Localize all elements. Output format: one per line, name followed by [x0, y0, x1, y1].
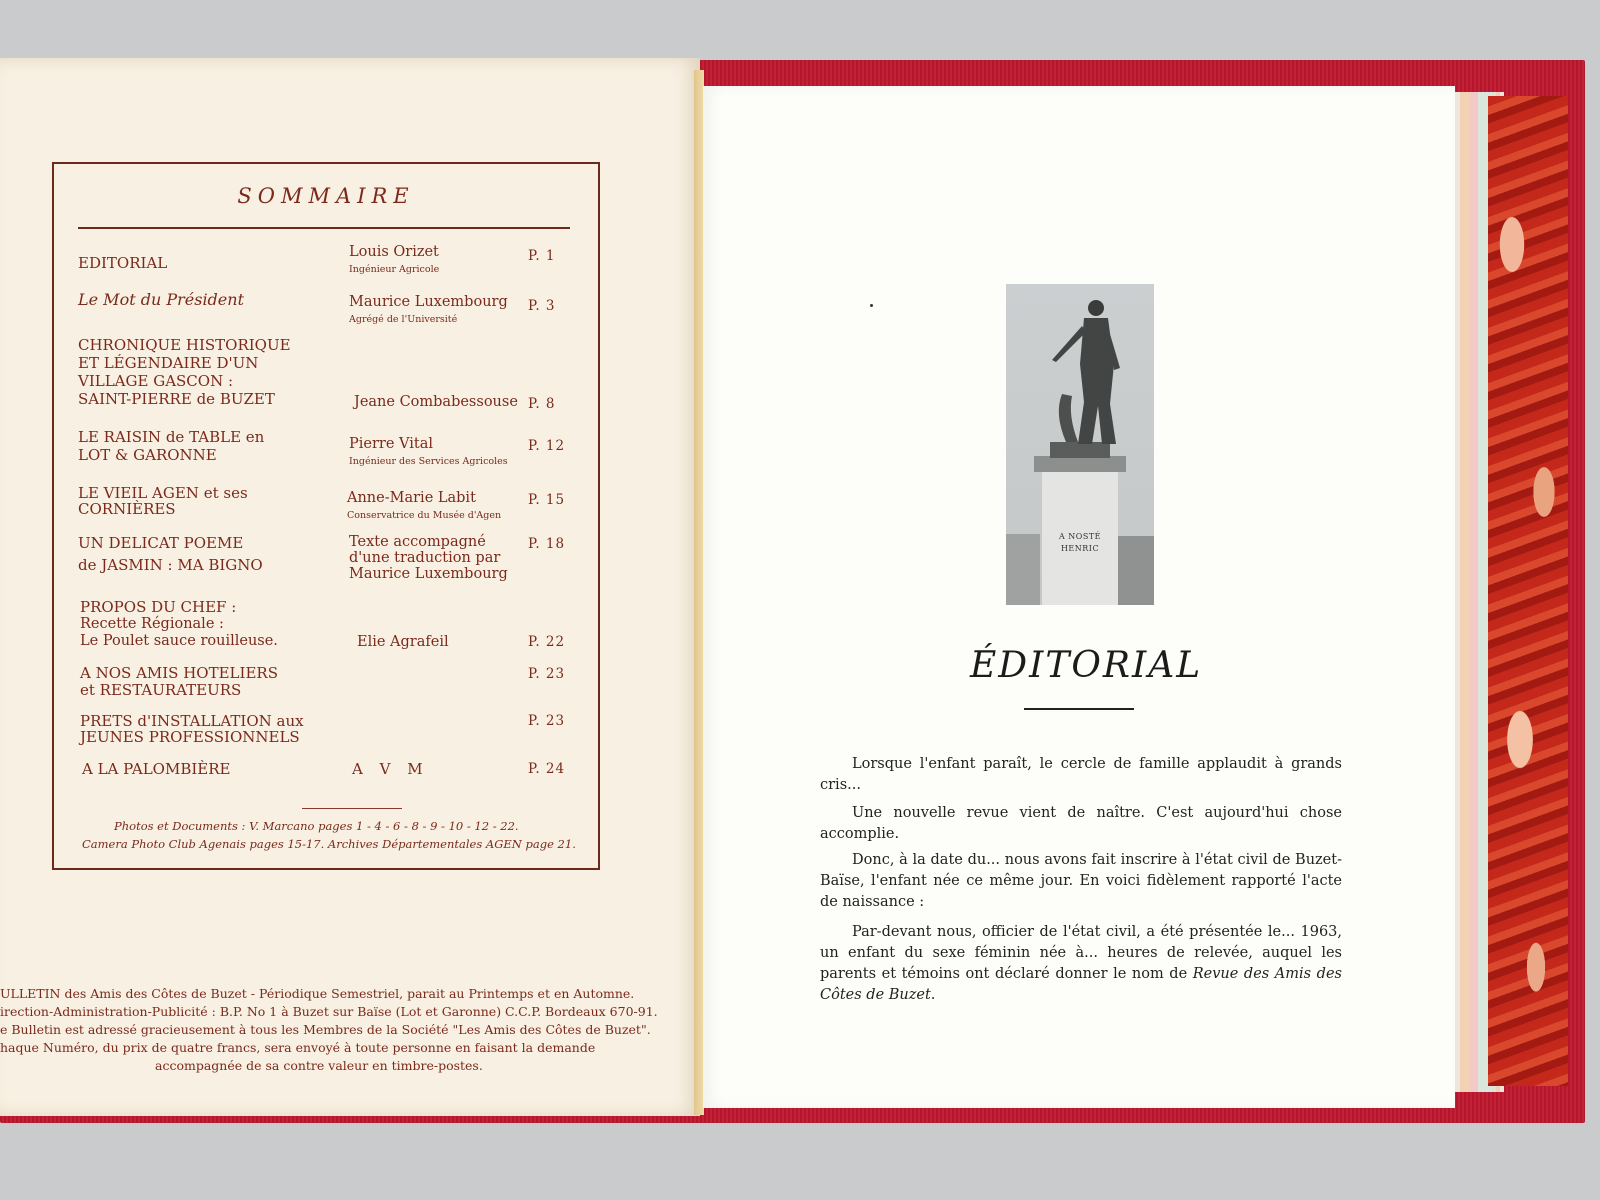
editorial-paragraph: Donc, à la date du... nous avons fait inscrire à l'état civil de Buzet-Baïse, l'enfant née ce même jour. En voici fidèlement rapporté l'acte de naissance : — [820, 852, 1342, 911]
toc-author-sub: Ingénieur Agricole — [349, 264, 440, 275]
toc-title-line: CHRONIQUE HISTORIQUE — [78, 336, 291, 354]
toc-author-sub: Agrégé de l'Université — [349, 314, 458, 325]
toc-page: P. 23 — [528, 713, 566, 729]
page-speck — [870, 304, 873, 307]
marbled-endpaper — [1488, 96, 1568, 1086]
sommaire-divider — [302, 808, 402, 809]
toc-author: Louis Orizet — [349, 244, 439, 260]
toc-title-line: et RESTAURATEURS — [80, 681, 242, 699]
bulletin-footer-line: haque Numéro, du prix de quatre francs, sera envoyé à toute personne en faisant la demande — [0, 1040, 596, 1055]
toc-page: P. 8 — [528, 396, 556, 412]
toc-author: d'une traduction par — [349, 550, 501, 566]
toc-title-line: SAINT-PIERRE de BUZET — [78, 390, 275, 408]
revue-name: Revue des Amis des Côtes de Buzet — [820, 966, 1342, 1004]
toc-title-line: LE RAISIN de TABLE en — [78, 428, 265, 446]
toc-author-sub: Ingénieur des Services Agricoles — [349, 456, 508, 467]
statue-inscription: HENRIC — [1060, 544, 1100, 553]
toc-title-line: LOT & GARONNE — [78, 446, 217, 464]
photo-credits: Camera Photo Club Agenais pages 15-17. Archives Départementales AGEN page 21. — [82, 837, 576, 851]
toc-title-line: de JASMIN : MA BIGNO — [78, 556, 263, 574]
toc-author: Texte accompagné — [349, 534, 486, 550]
statue-figure — [1006, 284, 1154, 605]
bulletin-footer-line: irection-Administration-Publicité : B.P. No 1 à Buzet sur Baïse (Lot et Garonne) C.C.P. Bordeaux 670-91. — [0, 1004, 658, 1019]
statue-photo — [1006, 284, 1154, 605]
toc-page: P. 24 — [528, 761, 566, 777]
toc-title-mot-du-president: Le Mot du Président — [78, 290, 244, 309]
toc-title-line: CORNIÈRES — [78, 500, 176, 518]
statue-inscription: A NOSTÉ — [1058, 532, 1102, 541]
toc-page: P. 15 — [528, 492, 566, 508]
toc-author: Anne-Marie Labit — [347, 490, 476, 506]
bulletin-footer-line: e Bulletin est adressé gracieusement à tous les Membres de la Société "Les Amis des Côtes de Buzet". — [0, 1022, 651, 1037]
toc-author-sub: Conservatrice du Musée d'Agen — [347, 510, 502, 521]
toc-title-line: LE VIEIL AGEN et ses — [78, 484, 248, 502]
toc-author: Pierre Vital — [349, 436, 433, 452]
sommaire-box — [52, 162, 600, 870]
toc-title-palombiere: A LA PALOMBIÈRE — [82, 760, 231, 778]
toc-author: Maurice Luxembourg — [349, 294, 508, 310]
toc-page: P. 18 — [528, 536, 566, 552]
toc-page: P. 23 — [528, 666, 566, 682]
toc-page: P. 12 — [528, 438, 566, 454]
sommaire-title: SOMMAIRE — [237, 184, 415, 208]
toc-page: P. 1 — [528, 248, 556, 264]
editorial-paragraph: Une nouvelle revue vient de naître. C'est aujourd'hui chose accomplie. — [820, 805, 1342, 843]
toc-title-line: UN DELICAT POEME — [78, 534, 244, 552]
toc-page: P. 22 — [528, 634, 566, 650]
editorial-rule — [1024, 708, 1134, 710]
bulletin-footer-line: accompagnée de sa contre valeur en timbre-postes. — [155, 1058, 483, 1073]
editorial-title: ÉDITORIAL — [970, 645, 1203, 686]
toc-page: P. 3 — [528, 298, 556, 314]
toc-author: A V M — [352, 760, 429, 778]
birth-act-end: . — [930, 987, 936, 1004]
photo-credits: Photos et Documents : V. Marcano pages 1 - 4 - 6 - 8 - 9 - 10 - 12 - 22. — [114, 819, 519, 833]
toc-title-line: Recette Régionale : — [80, 616, 224, 632]
toc-title-line: JEUNES PROFESSIONNELS — [80, 728, 300, 746]
toc-title-line: PROPOS DU CHEF : — [80, 598, 237, 616]
toc-title-line: ET LÉGENDAIRE D'UN — [78, 354, 259, 372]
toc-author: Elie Agrafeil — [357, 634, 449, 650]
bulletin-footer-line: ULLETIN des Amis des Côtes de Buzet - Périodique Semestriel, parait au Printemps et en Automne. — [0, 986, 635, 1001]
toc-title-editorial: EDITORIAL — [78, 254, 168, 272]
editorial-paragraph-birth-act — [820, 922, 1342, 1006]
birth-act-text: Par-devant nous, officier de l'état civil, a été présentée le... 1963, un enfant du sexe féminin née à... heures de relevée, auquel les parents et témoins ont déclaré donner le nom de — [820, 924, 1342, 983]
toc-author: Maurice Luxembourg — [349, 566, 508, 582]
toc-author: Jeane Combabessouse — [354, 394, 518, 410]
sommaire-rule — [78, 227, 570, 229]
toc-title-line: A NOS AMIS HOTELIERS — [80, 664, 278, 682]
toc-title-line: VILLAGE GASCON : — [78, 372, 234, 390]
toc-title-line: Le Poulet sauce rouilleuse. — [80, 633, 278, 649]
editorial-paragraph: Lorsque l'enfant paraît, le cercle de famille applaudit à grands cris... — [820, 756, 1342, 794]
toc-title-line: PRETS d'INSTALLATION aux — [80, 712, 304, 730]
